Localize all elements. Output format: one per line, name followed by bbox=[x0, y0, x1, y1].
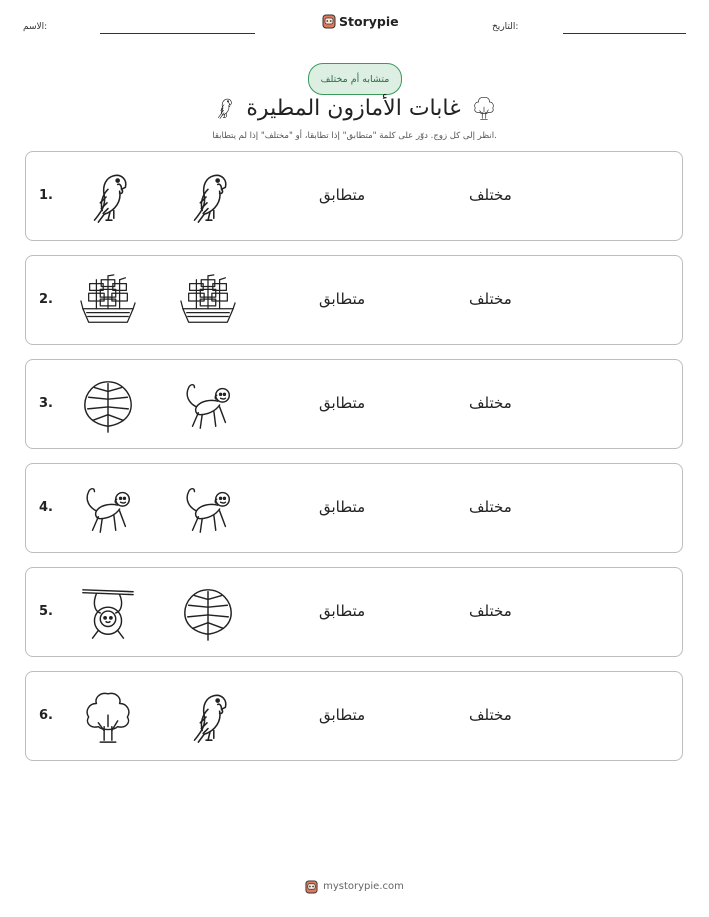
same-option[interactable]: متطابق bbox=[319, 290, 366, 308]
row-number: 2. bbox=[39, 292, 53, 307]
row-card-1 bbox=[25, 151, 683, 241]
row-number: 5. bbox=[39, 604, 53, 619]
tree-icon bbox=[79, 688, 137, 746]
different-option[interactable]: مختلف bbox=[469, 290, 512, 308]
row-card-6 bbox=[25, 671, 683, 761]
row-number: 1. bbox=[39, 188, 53, 203]
same-option[interactable]: متطابق bbox=[319, 706, 366, 724]
same-option[interactable]: متطابق bbox=[319, 498, 366, 516]
row-card-3 bbox=[25, 359, 683, 449]
parrot-icon bbox=[179, 168, 237, 226]
same-option[interactable]: متطابق bbox=[319, 602, 366, 620]
different-option[interactable]: مختلف bbox=[469, 186, 512, 204]
date-label: التاريخ: bbox=[492, 22, 519, 32]
title-row bbox=[0, 88, 709, 128]
different-option[interactable]: مختلف bbox=[469, 706, 512, 724]
different-option[interactable]: مختلف bbox=[469, 602, 512, 620]
storypie-mascot-icon bbox=[305, 879, 318, 894]
leaf-icon bbox=[79, 376, 137, 434]
parrot-icon bbox=[179, 688, 237, 746]
name-label: الاسم: bbox=[23, 22, 48, 32]
worksheet-type-badge: متشابه أم مختلف bbox=[308, 63, 402, 95]
row-card-2 bbox=[25, 255, 683, 345]
same-option[interactable]: متطابق bbox=[319, 186, 366, 204]
footer bbox=[0, 879, 709, 894]
page-title: غابات الأمازون المطيرة bbox=[246, 95, 461, 121]
name-line[interactable] bbox=[100, 33, 255, 34]
ship-icon bbox=[79, 272, 137, 330]
leaf-icon bbox=[179, 584, 237, 642]
brand-logo bbox=[322, 13, 399, 29]
row-card-4 bbox=[25, 463, 683, 553]
sloth-icon bbox=[79, 584, 137, 642]
row-number: 4. bbox=[39, 500, 53, 515]
same-option[interactable]: متطابق bbox=[319, 394, 366, 412]
parrot-icon bbox=[79, 168, 137, 226]
brand-name: Storypie bbox=[339, 13, 399, 29]
footer-site[interactable]: mystorypie.com bbox=[323, 881, 404, 892]
parrot-icon bbox=[212, 93, 236, 123]
row-number: 3. bbox=[39, 396, 53, 411]
instructions: انظر إلى كل زوج. دوّر على كلمة "متطابق" إذا تطابقا، أو "مختلف" إذا لم يتطابقا. bbox=[212, 131, 497, 141]
tree-icon bbox=[471, 93, 497, 123]
date-line[interactable] bbox=[563, 33, 686, 34]
monkey-icon bbox=[179, 376, 237, 434]
monkey-icon bbox=[79, 480, 137, 538]
row-card-5 bbox=[25, 567, 683, 657]
different-option[interactable]: مختلف bbox=[469, 498, 512, 516]
storypie-mascot-icon bbox=[322, 13, 336, 29]
row-number: 6. bbox=[39, 708, 53, 723]
monkey-icon bbox=[179, 480, 237, 538]
ship-icon bbox=[179, 272, 237, 330]
different-option[interactable]: مختلف bbox=[469, 394, 512, 412]
